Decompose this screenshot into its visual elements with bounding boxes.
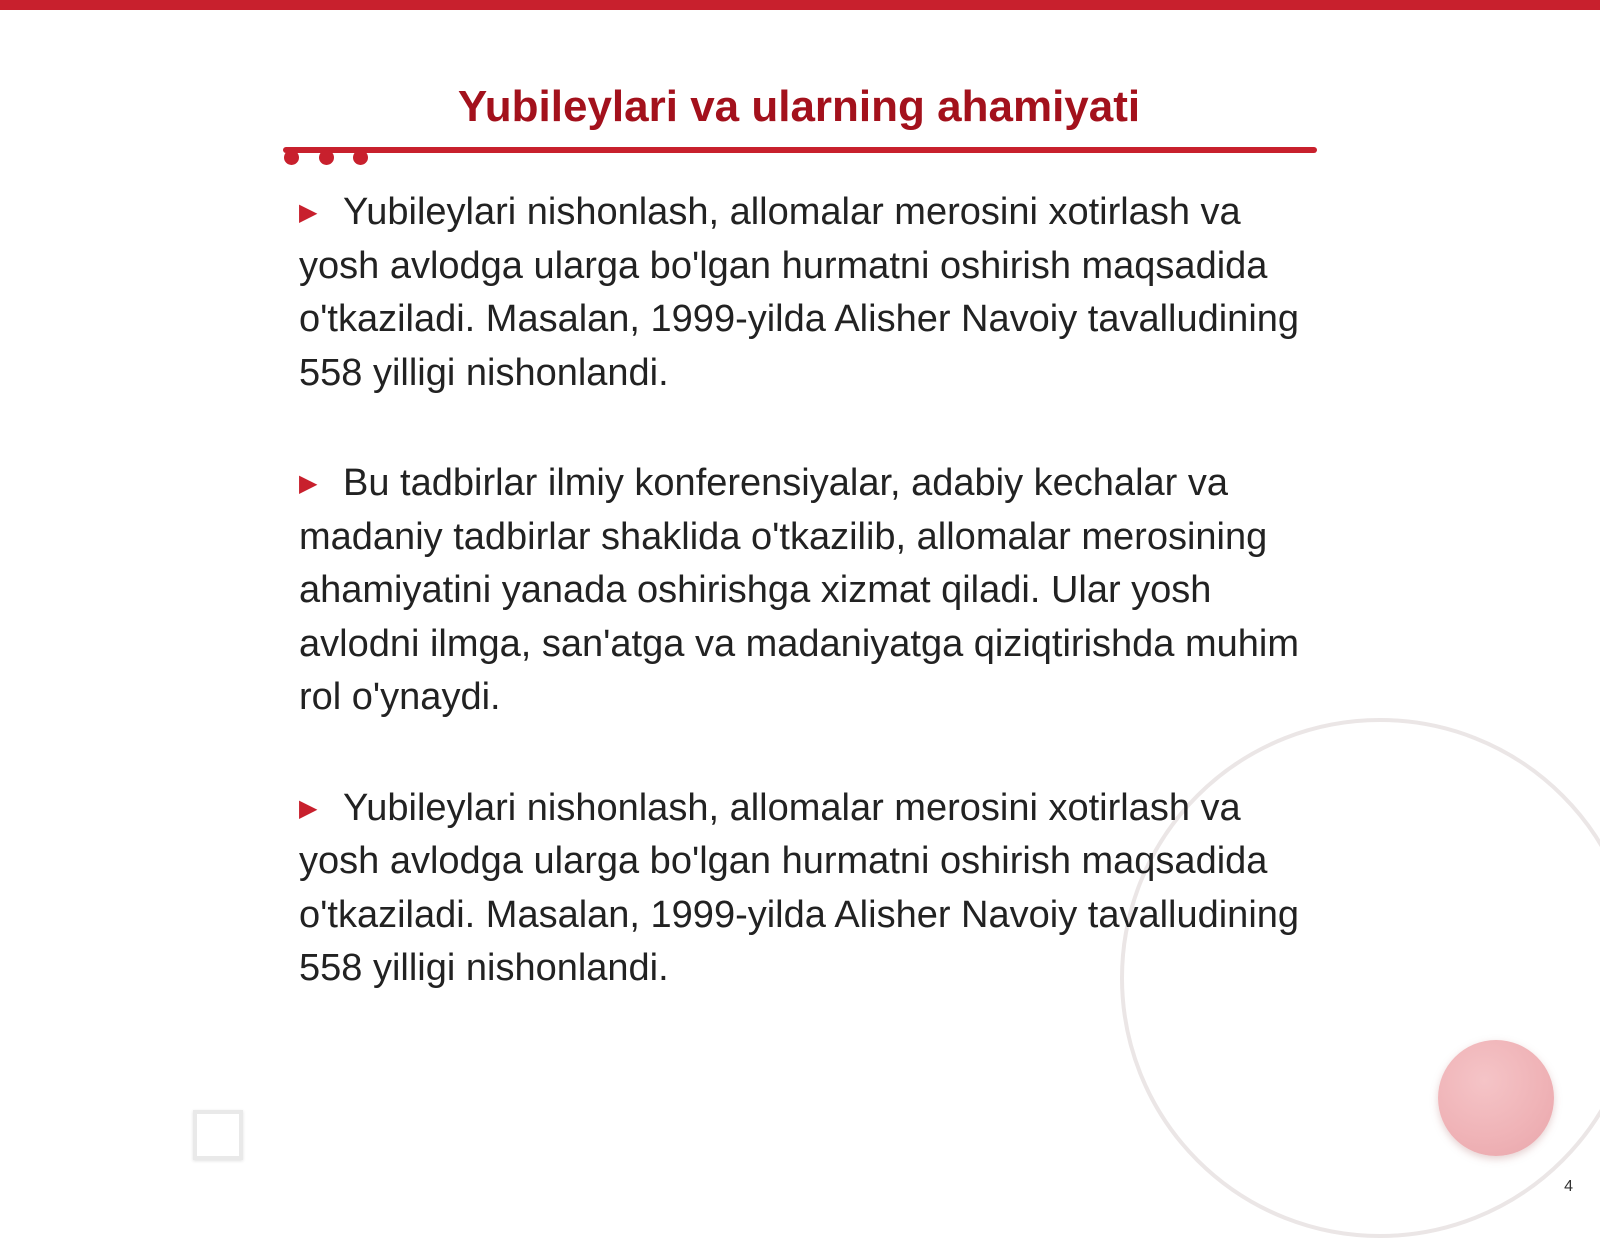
- top-accent-bar: [0, 0, 1600, 10]
- decorative-dot-2: [319, 150, 334, 165]
- decorative-dot-1: [284, 150, 299, 165]
- decorative-pink-circle: [1438, 1040, 1554, 1156]
- bullet-list: [299, 186, 1309, 996]
- bullet-item-3: [299, 782, 1309, 996]
- triangle-right-icon: ▶: [299, 794, 318, 822]
- triangle-right-icon: ▶: [299, 199, 318, 226]
- bullet-text-3: Yubileylari nishonlash, allomalar merosini xotirlash va yosh avlodga ularga bo'lgan hurmatni oshirish maqsadida o'tkaziladi. Masalan, 1999-yilda Alisher Navoiy tavalludining 558 yilligi nishonlandi.: [299, 786, 1300, 989]
- bullet-text-1: Yubileylari nishonlash, allomalar merosini xotirlash va yosh avlodga ularga bo'lgan hurmatni oshirish maqsadida o'tkaziladi. Masalan, 1999-yilda Alisher Navoiy tavalludining 558 yilligi nishonlandi.: [299, 191, 1300, 394]
- slide-title: Yubileylari va ularning ahamiyati: [457, 82, 1141, 131]
- bullet-text-2: Bu tadbirlar ilmiy konferensiyalar, adabiy kechalar va madaniy tadbirlar shaklida o'tkazilib, allomalar merosining ahamiyatini yanada oshirishga xizmat qiladi. Ular yosh avlodni ilmga, san'atga va madaniyatga qiziqtirishda muhim rol o'ynaydi.: [299, 462, 1300, 718]
- triangle-right-icon: ▶: [299, 470, 318, 497]
- bullet-item-2: [299, 457, 1309, 725]
- bullet-item-1: [299, 186, 1309, 400]
- page-number: 4: [1564, 1178, 1573, 1195]
- decorative-dot-3: [353, 150, 368, 165]
- title-underline: [283, 147, 1317, 153]
- decorative-square: [193, 1110, 243, 1160]
